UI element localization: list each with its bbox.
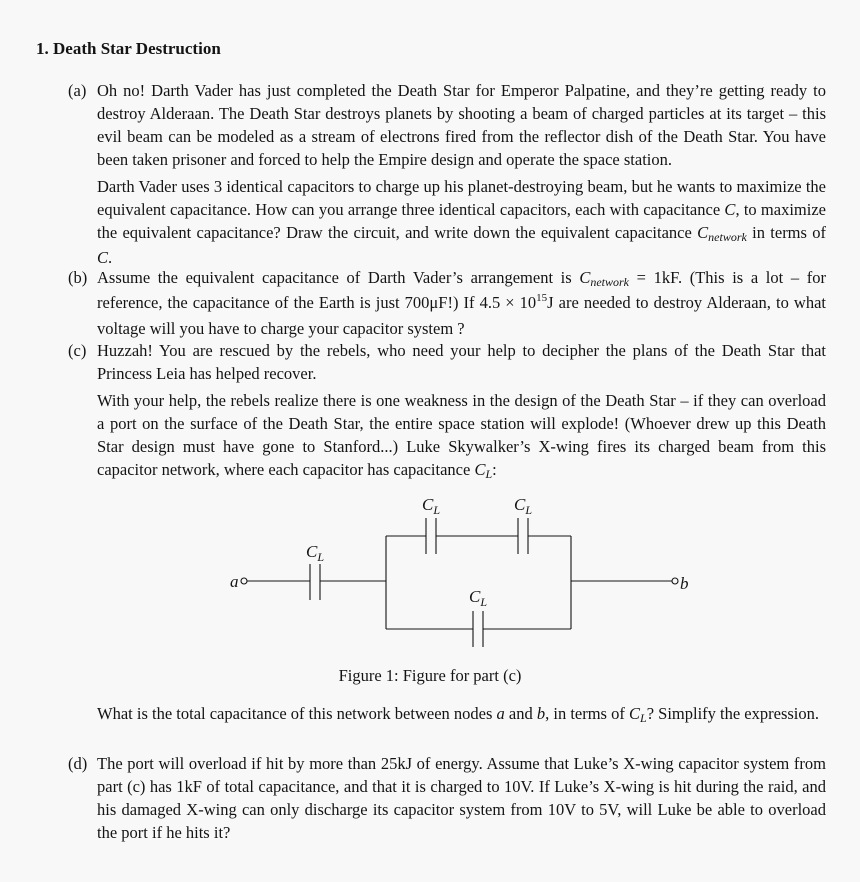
part-a-label: (a)	[68, 81, 87, 100]
node-b-terminal	[672, 578, 678, 584]
figure-caption: Figure 1: Figure for part (c)	[338, 666, 522, 685]
part-c-question: What is the total capacitance of this network between nodes a and b, in terms of CL? Simplify the expression.	[97, 704, 819, 725]
part-c-paragraph-2: With your help, the rebels realize there is one weakness in the design of the Death Star – if they can overload a port on the surface of the Death Star, the entire space station will explode! (Whoever drew up this Death Star design must have gone to Stanford...) Luke Skywalker’s X-wing fires its charged beam from this capacitor network, where each capacitor has capacitance CL:	[97, 391, 826, 481]
capacitor-4-label: $C_L$	[469, 587, 488, 609]
part-c-paragraph-1: Huzzah! You are rescued by the rebels, who need your help to decipher the plans of the Death Star that Princess Leia has helped recover.	[97, 341, 826, 383]
capacitor-1-label: $C_L$	[306, 542, 325, 564]
part-d-label: (d)	[68, 754, 88, 773]
node-b-label: b	[680, 574, 689, 593]
part-a-paragraph-2: Darth Vader uses 3 identical capacitors to charge up his planet-destroying beam, but he wants to maximize the equivalent capacitance. How can you arrange three identical capacitors, each with capacitance C, to maximize the equivalent capacitance? Draw the circuit, and write down the equivalent capacitance Cnetwork in terms of C.	[97, 177, 826, 267]
part-c-label: (c)	[68, 341, 87, 360]
capacitor-3-label: $C_L$	[514, 495, 533, 517]
capacitor-2-label: $C_L$	[422, 495, 441, 517]
node-a-label: a	[230, 572, 239, 591]
exponent-15: 15	[536, 292, 548, 304]
part-d-paragraph: The port will overload if hit by more than 25kJ of energy. Assume that Luke’s X-wing capacitor system from part (c) has 1kF of total capacitance, and that it is charged to 10V. If Luke’s X-wing is hit during the raid, and his damaged X-wing can only discharge its capacitor system from 10V to 5V, will Luke be able to overload the port if he hits it?	[97, 754, 826, 842]
problem-heading: 1. Death Star Destruction	[36, 39, 221, 58]
symbol-c: C	[724, 200, 736, 219]
node-a-terminal	[241, 578, 247, 584]
subscript-network: network	[708, 230, 747, 244]
part-a-paragraph-1: Oh no! Darth Vader has just completed the Death Star for Emperor Palpatine, and they’re getting ready to destroy Alderaan. The Death Star destroys planets by shooting a beam of charged particles at its target – this evil beam can be modeled as a stream of electrons fired from the reflector dish of the Death Star. You have been taken prisoner and forced to help the Empire design and operate the space station.	[97, 81, 826, 169]
part-b-paragraph: Assume the equivalent capacitance of Darth Vader’s arrangement is Cnetwork = 1kF. (This is a lot – for reference, the capacitance of the Earth is just 700μF!) If $4.5 \times 10^{15}J$ are needed to destroy Alderaan, to what voltage will you have to charge your capacitor system ?	[97, 268, 826, 338]
part-b-label: (b)	[68, 268, 88, 287]
part-d	[68, 752, 826, 844]
